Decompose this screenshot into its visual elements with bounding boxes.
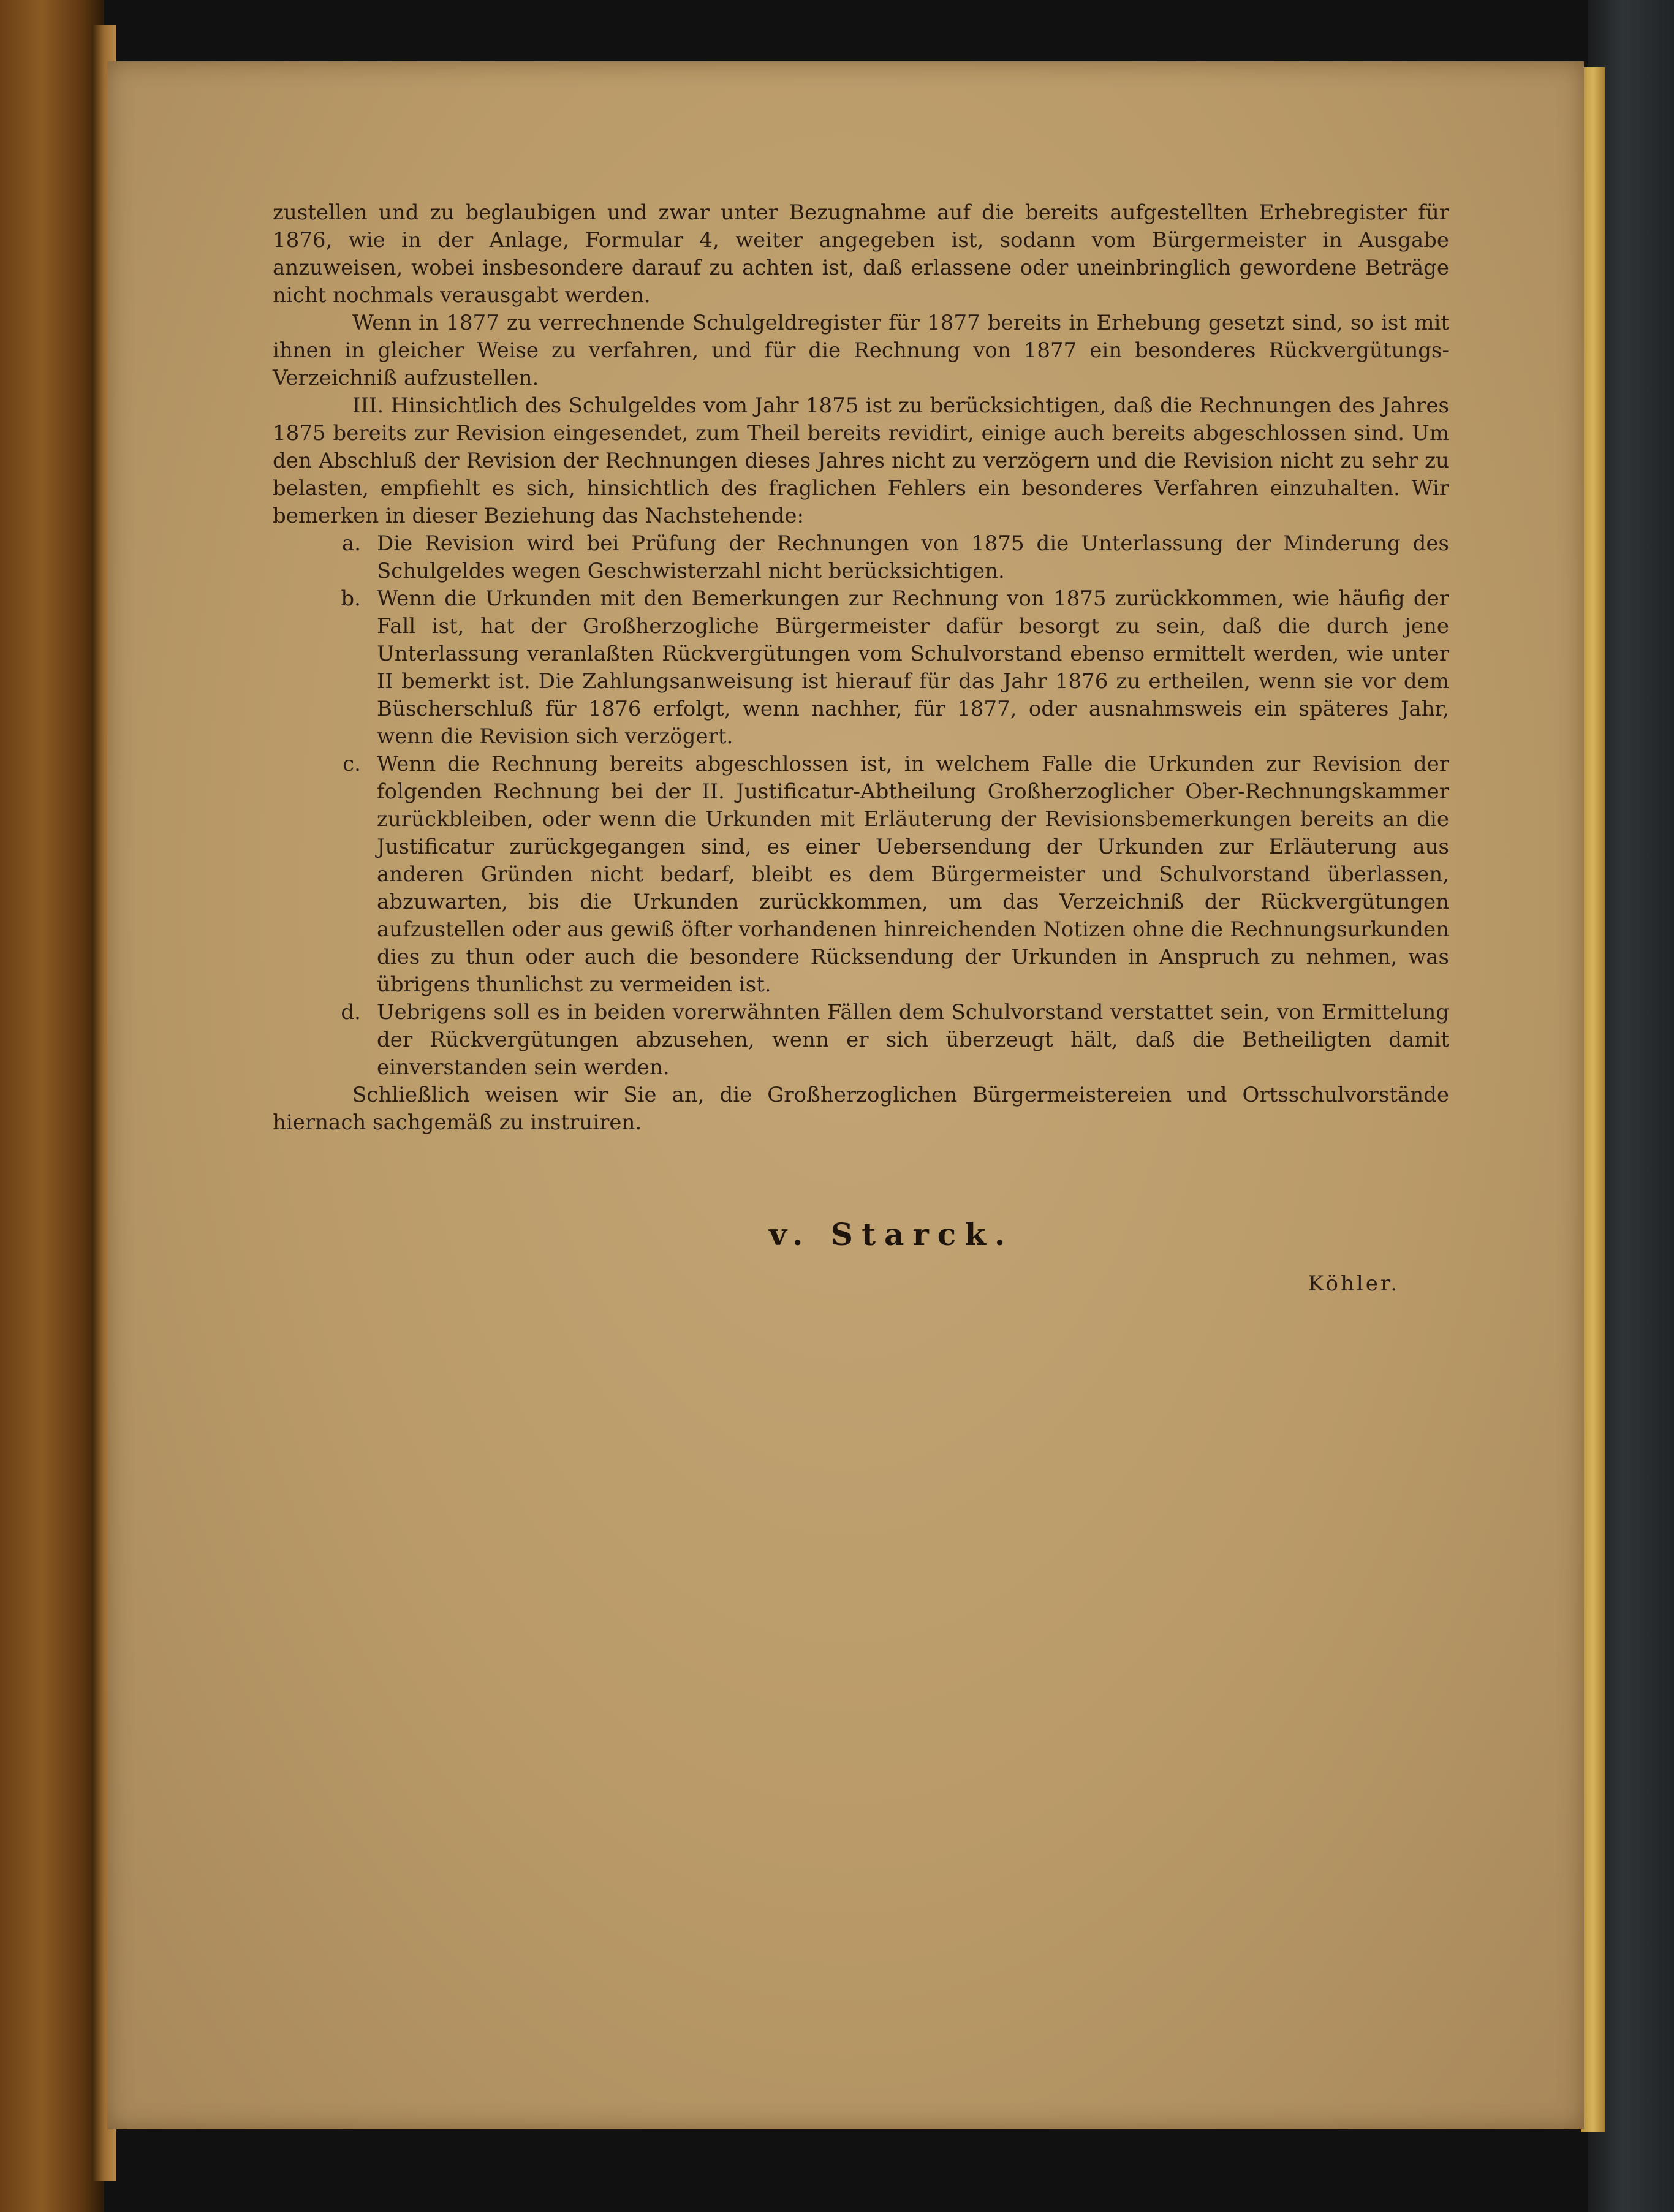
page-edges <box>1581 67 1605 2132</box>
paragraph-1877-registers: Wenn in 1877 zu verrechnende Schulgeldregister für 1877 bereits in Erhebung gesetzt sind, so ist mit ihnen in gleicher Weise zu verfahren, und für die Rechnung von 1877 ein besonderes Rückvergütungs-Verzeichniß aufzustellen. <box>273 311 1449 390</box>
list-marker: c. <box>343 752 361 776</box>
paragraph-closing: Schließlich weisen wir Sie an, die Großherzoglichen Bürgermeistereien und Ortsschulvorstände hiernach sachgemäß zu instruiren. <box>273 1083 1449 1135</box>
paragraph-section-iii: III. Hinsichtlich des Schulgeldes vom Jahr 1875 ist zu berücksichtigen, daß die Rechnungen des Jahres 1875 bereits zur Revision eingesendet, zum Theil bereits revidirt, einige auch bereits abgeschlossen sind. Um den Abschluß der Revision der Rechnungen dieses Jahres nicht zu verzögern und die Revision nicht zu sehr zu belasten, empfiehlt es sich, hinsichtlich des fraglichen Fehlers ein besonderes Verfahren einzuhalten. Wir bemerken in dieser Beziehung das Nachstehende: <box>273 393 1449 528</box>
document-page <box>107 61 1584 2129</box>
list-item-text: Wenn die Urkunden mit den Bemerkungen zur Rechnung von 1875 zurückkommen, wie häufig der Fall ist, hat der Großherzogliche Bürgermeister dafür besorgt zu sein, daß die durch jene Unterlassung veranlaßten Rückvergütungen vom Schulvorstand ebenso ermittelt werden, wie unter II bemerkt ist. Die Zahlungsanweisung ist hierauf für das Jahr 1876 zu ertheilen, wenn sie vor dem Büscherschluß für 1876 erfolgt, wenn nachher, für 1877, oder ausnahmsweis ein späteres Jahr, wenn die Revision sich verzögert. <box>377 586 1449 749</box>
book-cover-left <box>0 0 104 2212</box>
document-body <box>273 199 1449 1137</box>
signature-koehler: Köhler. <box>1308 1271 1400 1296</box>
signature-starck: v. Starck. <box>769 1216 1014 1252</box>
list-marker: a. <box>341 531 361 556</box>
list-item-a <box>273 530 1449 585</box>
list-item-b <box>273 585 1449 751</box>
list-item-c <box>273 751 1449 999</box>
list-item-d <box>273 999 1449 1081</box>
list-marker: d. <box>341 1000 361 1025</box>
list-item-text: Uebrigens soll es in beiden vorerwähnten Fällen dem Schulvorstand verstattet sein, von Ermittelung der Rückvergütungen abzusehen, wenn er sich überzeugt hält, daß die Betheiligten damit einverstanden sein werden. <box>377 1000 1449 1080</box>
paragraph-continuation: zustellen und zu beglaubigen und zwar unter Bezugnahme auf die bereits aufgestellten Erhebregister für 1876, wie in der Anlage, Formular 4, weiter angegeben ist, sodann vom Bürgermeister in Ausgabe anzuweisen, wobei insbesondere darauf zu achten ist, daß erlassene oder uneinbringlich gewordene Beträge nicht nochmals verausgabt werden. <box>273 200 1449 308</box>
list-item-text: Die Revision wird bei Prüfung der Rechnungen von 1875 die Unterlassung der Minderung des Schulgeldes wegen Geschwisterzahl nicht berücksichtigen. <box>377 531 1449 583</box>
list-marker: b. <box>341 586 361 611</box>
list-item-text: Wenn die Rechnung bereits abgeschlossen ist, in welchem Falle die Urkunden zur Revision der folgenden Rechnung bei der II. Justificatur-Abtheilung Großherzoglicher Ober-Rechnungskammer zurückbleiben, oder wenn die Urkunden mit Erläuterung der Revisionsbemerkungen bereits an die Justificatur zurückgegangen sind, es einer Uebersendung der Urkunden zur Erläuterung aus anderen Gründen nicht bedarf, bleibt es dem Bürgermeister und Schulvorstand überlassen, abzuwarten, bis die Urkunden zurückkommen, um das Verzeichniß der Rückvergütungen aufzustellen oder aus gewiß öfter vorhandenen hinreichenden Notizen ohne die Rechnungsurkunden dies zu thun oder auch die besondere Rücksendung der Urkunden in Anspruch zu nehmen, was übrigens thunlichst zu vermeiden ist. <box>377 752 1449 997</box>
